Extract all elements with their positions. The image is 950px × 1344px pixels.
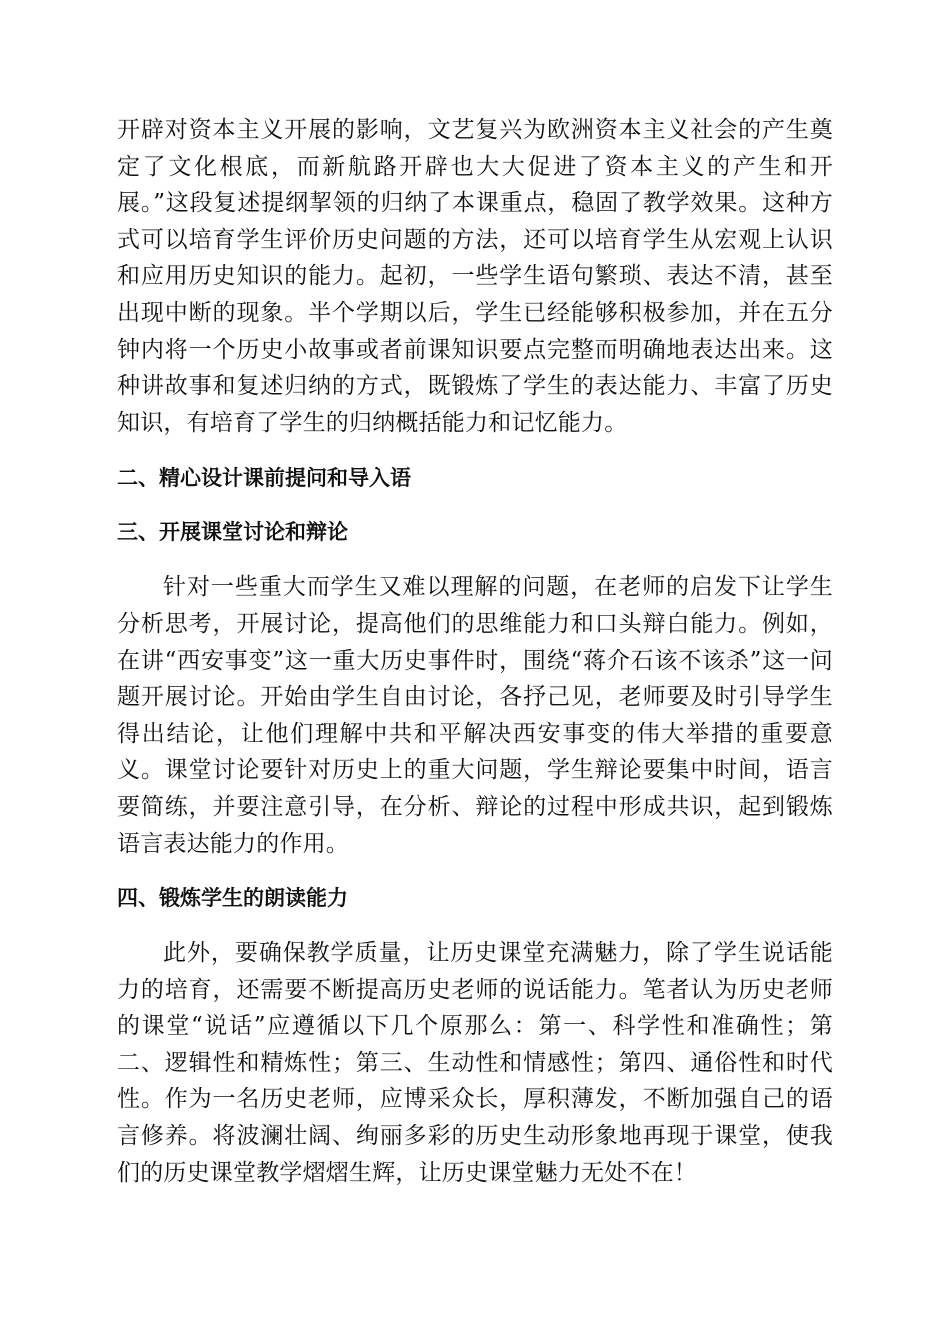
section-heading-4: 四、锻炼学生的朗读能力: [117, 886, 348, 911]
document-body: [117, 112, 833, 1191]
section-heading-3: 三、开展课堂讨论和辩论: [117, 520, 348, 545]
paragraph-discussion: 针对一些重大而学生又难以理解的问题，在老师的启发下让学生分析思考，开展讨论，提高他们的思维能力和口头辩白能力。例如，在讲“西安事变”这一重大历史事件时，围绕“蒋介石该不该杀”这一问题开展讨论。开始由学生自由讨论，各抒己见，老师要及时引导学生得出结论，让他们理解中共和平解决西安事变的伟大举措的重要意义。课堂讨论要针对历史上的重大问题，学生辩论要集中时间，语言要简练，并要注意引导，在分析、辩论的过程中形成共识，起到锻炼语言表达能力的作用。: [117, 574, 833, 857]
paragraph-conclusion: 此外，要确保教学质量，让历史课堂充满魅力，除了学生说话能力的培育，还需要不断提高历史老师的说话能力。笔者认为历史老师的课堂“说话”应遵循以下几个原那么：第一、科学性和准确性；第二、逻辑性和精炼性；第三、生动性和情感性；第四、通俗性和时代性。作为一名历史老师，应博采众长，厚积薄发，不断加强自己的语言修养。将波澜壮阔、绚丽多彩的历史生动形象地再现于课堂，使我们的历史课堂教学熠熠生辉，让历史课堂魅力无处不在！: [117, 940, 833, 1186]
paragraph-continuation: 开辟对资本主义开展的影响，文艺复兴为欧洲资本主义社会的产生奠定了文化根底，而新航路开辟也大大促进了资本主义的产生和开展。”这段复述提纲挈领的归纳了本课重点，稳固了教学效果。这种方式可以培育学生评价历史问题的方法，还可以培育学生从宏观上认识和应用历史知识的能力。起初，一些学生语句繁琐、表达不清，甚至出现中断的现象。半个学期以后，学生已经能够积极参加，并在五分钟内将一个历史小故事或者前课知识要点完整而明确地表达出来。这种讲故事和复述归纳的方式，既锻炼了学生的表达能力、丰富了历史知识，有培育了学生的归纳概括能力和记忆能力。: [117, 117, 833, 436]
section-heading-2: 二、精心设计课前提问和导入语: [117, 466, 411, 491]
